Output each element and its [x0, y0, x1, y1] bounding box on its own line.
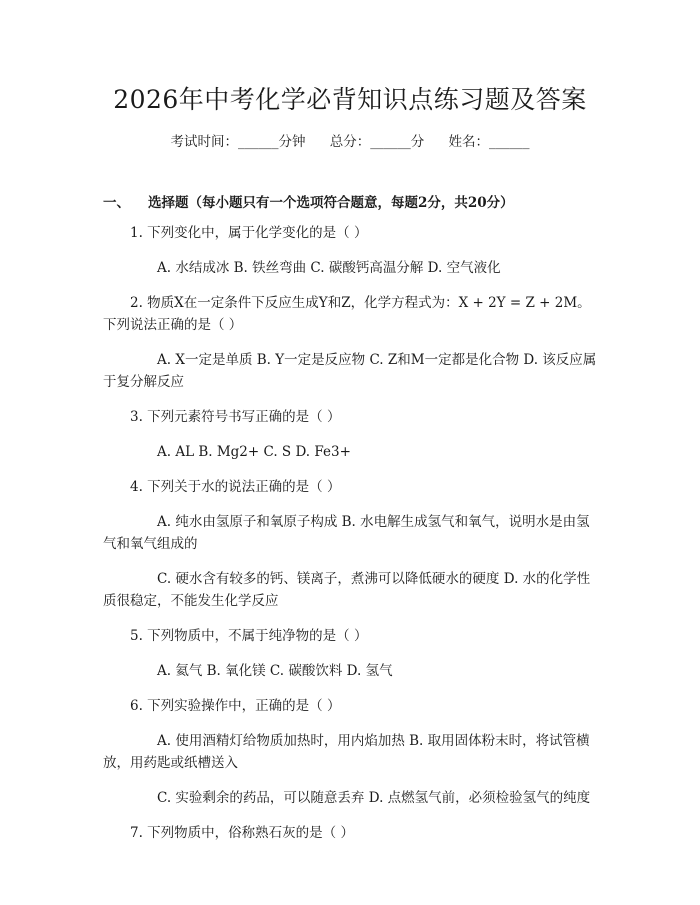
section-heading — [103, 191, 597, 211]
exam-time-field: 考试时间：______分钟 — [170, 134, 306, 150]
question-stem: 1. 下列变化中，属于化学变化的是（ ） — [130, 225, 368, 241]
question-stem: 6. 下列实验操作中，正确的是（ ） — [130, 698, 341, 714]
question-options: A. 水结成冰 B. 铁丝弯曲 C. 碳酸钙高温分解 D. 空气液化 — [157, 260, 501, 276]
exam-meta — [0, 130, 700, 150]
question-stem: 3. 下列元素符号书写正确的是（ ） — [130, 409, 341, 425]
question-options: A. X一定是单质 B. Y一定是反应物 C. Z和M一定都是化合物 D. 该反应属于复分解反应 — [103, 352, 597, 390]
question-stem: 4. 下列关于水的说法正确的是（ ） — [130, 479, 341, 495]
student-name-field: 姓名：______ — [448, 134, 530, 150]
question-stem: 2. 物质X在一定条件下反应生成Y和Z，化学方程式为：X + 2Y = Z + 2M。下列说法正确的是（ ） — [103, 295, 591, 333]
question-options: A. 纯水由氢原子和氧原子构成 B. 水电解生成氢气和氧气，说明水是由氢气和氧气组成的 — [103, 514, 590, 552]
question-stem: 7. 下列物质中，俗称熟石灰的是（ ） — [130, 825, 354, 841]
section-title: 选择题（每小题只有一个选项符合题意，每题2分，共20分） — [148, 195, 514, 211]
total-score-field: 总分：______分 — [329, 134, 425, 150]
page-title: 2026年中考化学必背知识点练习题及答案 — [113, 85, 587, 114]
question-list — [103, 222, 597, 857]
question-options: C. 硬水含有较多的钙、镁离子，煮沸可以降低硬水的硬度 D. 水的化学性质很稳定，不能发生化学反应 — [103, 571, 591, 609]
question-options: A. 氦气 B. 氧化镁 C. 碳酸饮料 D. 氢气 — [157, 663, 393, 679]
section-number: 一、 — [103, 195, 130, 211]
question-options: A. AL B. Mg2+ C. S D. Fe3+ — [157, 444, 351, 460]
question-stem: 5. 下列物质中，不属于纯净物的是（ ） — [130, 628, 368, 644]
question-options: C. 实验剩余的药品，可以随意丢弃 D. 点燃氢气前，必须检验氢气的纯度 — [157, 790, 591, 806]
question-options: A. 使用酒精灯给物质加热时，用内焰加热 B. 取用固体粉末时，将试管横放，用药匙或纸槽送入 — [103, 733, 590, 771]
